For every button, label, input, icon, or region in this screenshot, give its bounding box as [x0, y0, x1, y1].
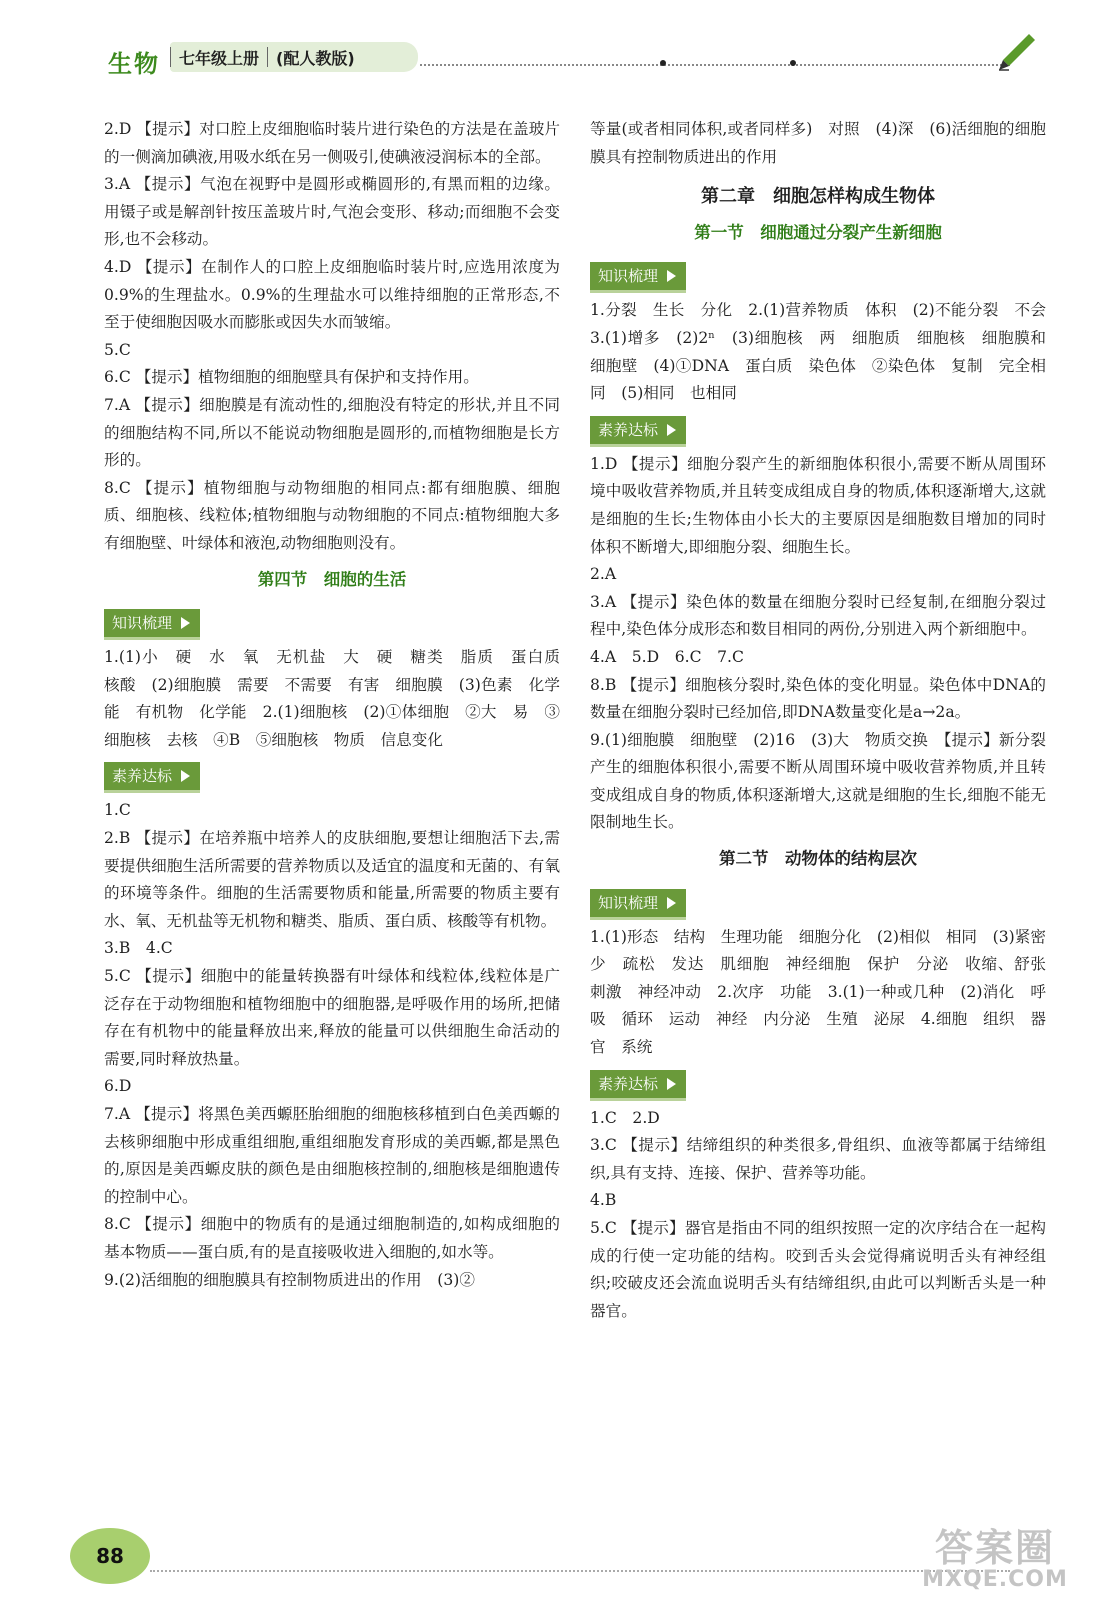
answer-item: 4.B	[590, 1191, 617, 1210]
page-header	[0, 0, 1102, 80]
knowledge-tag: 知识梳理	[104, 609, 200, 640]
answer-item: 2.B 【提示】在培养瓶中培养人的皮肤细胞,要想让细胞活下去,需要提供细胞生活所需要的营养物质以及适宜的温度和无菌的、有氧的环境等条件。细胞的生活需要物质和能量,所需要的物质主要有水、氧、无机盐等无机物和糖类、脂质、蛋白质、核酸等有机物。	[104, 829, 560, 930]
grade-label: 七年级上册	[179, 48, 260, 68]
answer-item: 3.A 【提示】染色体的数量在细胞分裂时已经复制,在细胞分裂过程中,染色体分成形态和数目相同的两份,分别进入两个新细胞中。	[590, 592, 1046, 639]
right-column	[590, 116, 1062, 1325]
answer-item: 9.(1)细胞膜 细胞壁 (2)16 (3)大 物质交换 【提示】新分裂产生的细胞体积很小,需要不断从周围环境中吸收营养物质,并且转变成组成自身的物质,体积逐渐增大,这就是细胞的生长,细胞不能无限制地生长。	[590, 730, 1046, 832]
answer-item: 4.D 【提示】在制作人的口腔上皮细胞临时装片时,应选用浓度为0.9%的生理盐水。0.9%的生理盐水可以维持细胞的正常形态,不至于使细胞因吸水而膨胀或因失水而皱缩。	[104, 257, 560, 332]
header-dot	[660, 60, 666, 66]
answer-item: 3.C 【提示】结缔组织的种类很多,骨组织、血液等都属于结缔组织,具有支持、连接、保护、营养等功能。	[590, 1136, 1046, 1182]
pen-icon	[995, 30, 1039, 74]
answer-item: 5.C	[104, 340, 131, 359]
answer-item: 1.(1)小 硬 水 氧 无机盐 大 硬 糖类 脂质 蛋白质 核酸 (2)细胞膜 需要 不需要 有害 细胞膜 (3)色素 化学能 有机物 化学能 2.(1)细胞核 (2)①体细胞 ②大 易 ③细胞核 去核 ④B ⑤细胞核 物质 信息变化	[104, 648, 576, 749]
chapter-title: 第二章 细胞怎样构成生物体	[701, 186, 935, 208]
answer-item: 1.D 【提示】细胞分裂产生的新细胞体积很小,需要不断从周围环境中吸收营养物质,并且转变成组成自身的物质,体积逐渐增大,这就是细胞的生长;生物体由小长大的主要原因是细胞数目增加的同时体积不断增大,即细胞分裂、细胞生长。	[590, 454, 1046, 556]
header-tabs	[170, 42, 418, 72]
answer-item: 4.A 5.D 6.C 7.C	[590, 647, 744, 666]
edition-label: (配人教版)	[276, 48, 355, 68]
footer-dotted-line	[150, 1570, 1010, 1572]
answer-item: 7.A 【提示】细胞膜是有流动性的,细胞没有特定的形状,并且不同的细胞结构不同,所以不能说动物细胞是圆形的,而植物细胞是长方形的。	[104, 395, 560, 470]
left-column	[104, 116, 576, 1294]
header-dotted-line	[420, 64, 1010, 66]
practice-tag: 素养达标	[590, 416, 686, 447]
knowledge-tag: 知识梳理	[590, 262, 686, 293]
watermark-text: 答案圈	[934, 1526, 1055, 1570]
answer-item: 8.B 【提示】细胞核分裂时,染色体的变化明显。染色体中DNA的数量在细胞分裂时已经加倍,即DNA数量变化是a→2a。	[590, 675, 1046, 722]
watermark-logo	[900, 1528, 1090, 1594]
answer-item: 1.(1)形态 结构 生理功能 细胞分化 (2)相似 相同 (3)紧密 少 疏松 发达 肌细胞 神经细胞 保护 分泌 收缩、舒张 刺激 神经冲动 2.次序 功能 3.(1)一种或几种 (2)消化 呼吸 循环 运动 神经 内分泌 生殖 泌尿 4.细胞 组织 器官 系统	[590, 927, 1062, 1057]
header-dot	[790, 60, 796, 66]
answer-item: 8.C 【提示】细胞中的物质有的是通过细胞制造的,如构成细胞的基本物质——蛋白质,有的是直接吸收进入细胞的,如水等。	[104, 1215, 560, 1261]
answer-item: 3.B 4.C	[104, 939, 173, 958]
answer-item: 2.D 【提示】对口腔上皮细胞临时装片进行染色的方法是在盖玻片的一侧滴加碘液,用吸水纸在另一侧吸引,使碘液浸润标本的全部。	[104, 120, 560, 166]
practice-tag: 素养达标	[104, 762, 200, 793]
answer-item: 6.D	[104, 1077, 132, 1096]
answer-item: 5.C 【提示】器官是指由不同的组织按照一定的次序结合在一起构成的行使一定功能的结构。咬到舌头会觉得痛说明舌头有神经组织;咬破皮还会流血说明舌头有结缔组织,由此可以判断舌头是一种器官。	[590, 1219, 1046, 1320]
answer-item: 1.C	[104, 801, 131, 820]
answer-item: 7.A 【提示】将黑色美西螈胚胎细胞的细胞核移植到白色美西螈的去核卵细胞中形成重组细胞,重组细胞发育形成的美西螈,都是黑色的,原因是美西螈皮肤的颜色是由细胞核控制的,细胞核是细胞遗传的控制中心。	[104, 1105, 560, 1206]
watermark-url: MXQE.COM	[922, 1567, 1068, 1592]
section-title: 第四节 细胞的生活	[257, 569, 407, 589]
answer-item: 3.A 【提示】气泡在视野中是圆形或椭圆形的,有黑而粗的边缘。用镊子或是解剖针按压盖玻片时,气泡会变形、移动;而细胞不会变形,也不会移动。	[104, 175, 560, 249]
knowledge-tag: 知识梳理	[590, 889, 686, 920]
answer-item: 9.(2)活细胞的细胞膜具有控制物质进出的作用 (3)②	[104, 1270, 475, 1289]
section-title: 第一节 细胞通过分裂产生新细胞	[694, 222, 942, 242]
answer-item: 2.A	[590, 565, 617, 584]
answer-item: 6.C 【提示】植物细胞的细胞壁具有保护和支持作用。	[104, 368, 479, 387]
practice-tag: 素养达标	[590, 1070, 686, 1101]
answer-item: 8.C 【提示】植物细胞与动物细胞的相同点:都有细胞膜、细胞质、细胞核、线粒体;植物细胞与动物细胞的不同点:植物细胞大多有细胞壁、叶绿体和液泡,动物细胞则没有。	[104, 478, 560, 552]
answer-item: 等量(或者相同体积,或者同样多) 对照 (4)深 (6)活细胞的细胞膜具有控制物质进出的作用	[590, 120, 1046, 166]
subject-title: 生物	[108, 50, 160, 78]
answer-item: 1.C 2.D	[590, 1108, 660, 1127]
section-title: 第二节 动物体的结构层次	[719, 849, 917, 869]
answer-item: 5.C 【提示】细胞中的能量转换器有叶绿体和线粒体,线粒体是广泛存在于动物细胞和植物细胞中的细胞器,是呼吸作用的场所,把储存在有机物中的能量释放出来,释放的能量可以供细胞生命活动的需要,同时释放热量。	[104, 967, 560, 1068]
answer-item: 1.分裂 生长 分化 2.(1)营养物质 体积 (2)不能分裂 不会 3.(1)增多 (2)2ⁿ (3)细胞核 两 细胞质 细胞核 细胞膜和细胞壁 (4)①DNA 蛋白质 染色体 ②染色体 复制 完全相同 (5)相同 也相同	[590, 301, 1062, 403]
page-number: 88	[70, 1528, 150, 1584]
